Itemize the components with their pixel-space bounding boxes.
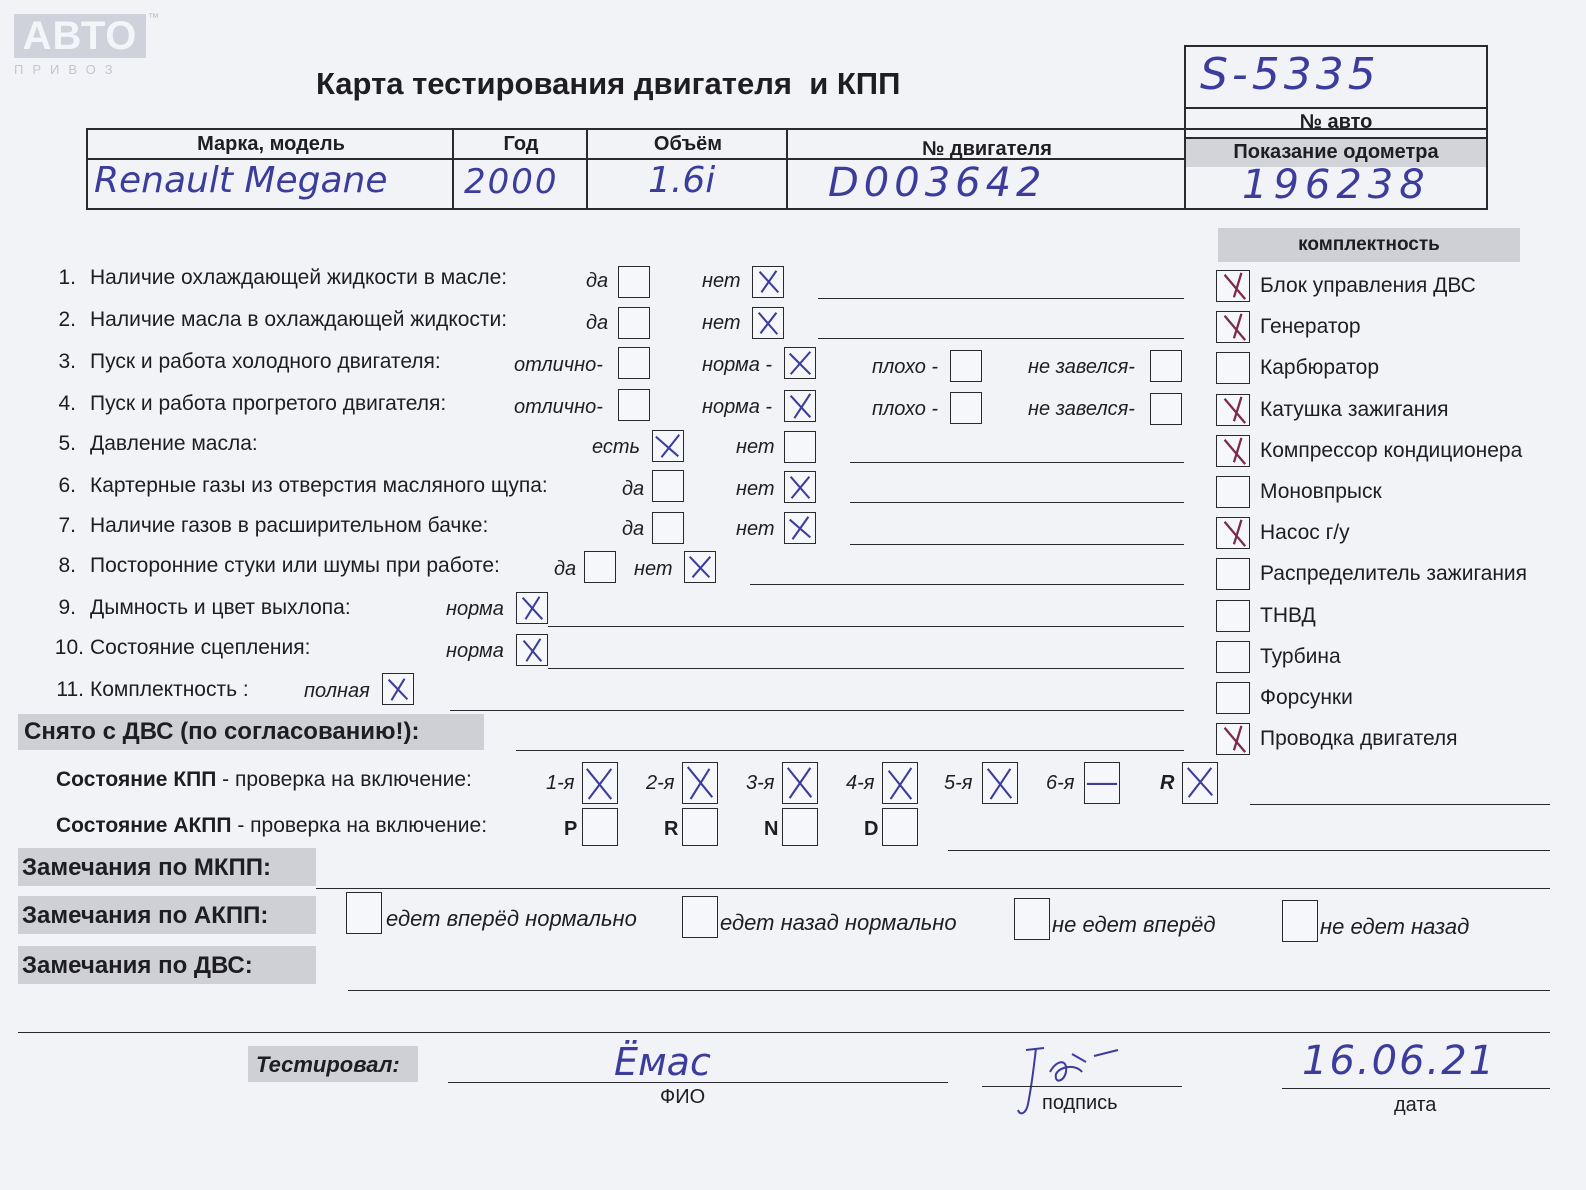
gear-3-checkbox[interactable] — [782, 762, 818, 804]
check-3-opt-normal: норма - — [702, 354, 773, 376]
check-mark-icon — [1217, 724, 1249, 754]
removed-label: Снято с ДВС (по согласованию!): — [24, 718, 420, 745]
check-8-opt-da: да — [554, 558, 577, 580]
kit-item-label: Катушка зажигания — [1260, 398, 1449, 421]
kit-item-label: Распределитель зажигания — [1260, 562, 1528, 585]
check-mark-icon — [1217, 395, 1249, 425]
check-4-bad-checkbox[interactable] — [950, 392, 982, 424]
gear-2-label: 2-я — [646, 772, 675, 794]
form-title: Карта тестирования двигателя и КПП — [316, 66, 901, 101]
kit-item-checkbox[interactable] — [1216, 558, 1250, 590]
mode-n-label: N — [764, 818, 779, 840]
kit-title: комплектность — [1298, 234, 1440, 255]
kit-item — [1216, 682, 1546, 718]
mode-d-checkbox[interactable] — [882, 808, 918, 846]
x-mark-icon — [983, 763, 1017, 803]
check-7-comment-line[interactable] — [850, 544, 1184, 545]
tested-label: Тестировал: — [256, 1052, 400, 1077]
tester-name: Ёмас — [614, 1040, 711, 1084]
engine-label: № двигателя — [922, 138, 1052, 160]
odometer-value: 196238 — [1242, 162, 1431, 208]
check-6-da-checkbox[interactable] — [652, 470, 684, 502]
mode-n-checkbox[interactable] — [782, 808, 818, 846]
check-1-opt-net: нет — [702, 270, 741, 292]
check-9-opt-normal: норма — [446, 598, 504, 620]
check-text-10: Состояние сцепления: — [90, 636, 311, 659]
check-3-bad-checkbox[interactable] — [950, 350, 982, 382]
check-num-1: 1. — [58, 266, 76, 289]
check-mark-icon — [1217, 312, 1249, 342]
check-6-opt-net: нет — [736, 478, 775, 500]
check-6-opt-da: да — [622, 478, 645, 500]
remarks-dvs-label: Замечания по ДВС: — [22, 952, 253, 979]
check-2-da-checkbox[interactable] — [618, 307, 650, 339]
check-1-da-checkbox[interactable] — [618, 266, 650, 298]
check-11-full-checkbox[interactable] — [382, 673, 414, 705]
name-caption: ФИО — [660, 1086, 706, 1108]
x-mark-icon — [653, 431, 683, 461]
year-label: Год — [503, 133, 539, 155]
signature-caption: подпись — [1042, 1092, 1118, 1114]
akpp-label-bold: Состояние АКПП — [56, 814, 232, 837]
akpp-label-rest: - проверка на включение: — [231, 814, 488, 837]
kit-item-checkbox[interactable] — [1216, 723, 1250, 755]
check-num-6: 6. — [58, 474, 76, 497]
gear-2-checkbox[interactable] — [682, 762, 718, 804]
volume-value: 1.6i — [648, 160, 716, 201]
year-value: 2000 — [464, 162, 559, 202]
check-mark-icon — [1217, 518, 1249, 548]
check-5-comment-line[interactable] — [850, 462, 1184, 463]
car-number-label: № авто — [1299, 111, 1373, 133]
check-num-8: 8. — [58, 554, 76, 577]
check-2-comment-line[interactable] — [818, 338, 1184, 339]
kit-item — [1216, 435, 1546, 471]
check-9-comment-line[interactable] — [548, 626, 1184, 627]
check-5-yes-checkbox[interactable] — [652, 430, 684, 462]
kit-item-checkbox[interactable] — [1216, 311, 1250, 343]
gear-1-label: 1-я — [546, 772, 575, 794]
check-5-no-checkbox[interactable] — [784, 431, 816, 463]
check-num-4: 4. — [58, 392, 76, 415]
kit-item — [1216, 558, 1546, 594]
date-caption: дата — [1394, 1094, 1437, 1116]
kit-item-checkbox[interactable] — [1216, 435, 1250, 467]
kit-item-checkbox[interactable] — [1216, 517, 1250, 549]
gear-5-checkbox[interactable] — [982, 762, 1018, 804]
check-6-comment-line[interactable] — [850, 502, 1184, 503]
check-4-excellent-checkbox[interactable] — [618, 389, 650, 421]
check-4-opt-nostart: не завелся- — [1028, 398, 1135, 420]
check-2-net-checkbox[interactable] — [752, 307, 784, 339]
make-label: Марка, модель — [197, 133, 345, 155]
check-10-normal-checkbox[interactable] — [516, 634, 548, 666]
check-2-opt-da: да — [586, 312, 609, 334]
kit-item-label: Генератор — [1260, 315, 1361, 338]
x-mark-icon — [753, 308, 783, 338]
check-text-11: Комплектность : — [90, 678, 249, 701]
x-mark-icon — [783, 763, 817, 803]
kit-item-label: Блок управления ДВС — [1260, 274, 1476, 297]
name-line[interactable] — [448, 1082, 948, 1083]
remarks-mkpp-label: Замечания по МКПП: — [22, 854, 272, 881]
gear-r-checkbox[interactable] — [1182, 762, 1218, 804]
removed-line[interactable] — [516, 750, 1184, 751]
check-text-5: Давление масла: — [90, 432, 258, 455]
check-text-3: Пуск и работа холодного двигателя: — [90, 350, 441, 373]
mkpp-comment-line[interactable] — [1250, 804, 1550, 805]
remarks-dvs-line[interactable] — [348, 990, 1550, 991]
mkpp-label-bold: Состояние КПП — [56, 768, 217, 791]
x-mark-icon — [785, 472, 815, 502]
check-4-opt-excellent: отлично- — [514, 396, 603, 418]
odometer-label: Показание одометра — [1233, 141, 1439, 163]
check-num-2: 2. — [58, 308, 76, 331]
mode-p-label: P — [564, 818, 578, 840]
check-6-net-checkbox[interactable] — [784, 471, 816, 503]
check-5-opt-yes: есть — [592, 436, 641, 458]
check-text-2: Наличие масла в охлаждающей жидкости: — [90, 308, 508, 331]
make-value: Renault Megane — [94, 160, 388, 201]
akpp-backward-ok-checkbox[interactable] — [682, 896, 718, 938]
check-10-opt-normal: норма — [446, 640, 504, 662]
check-1-net-checkbox[interactable] — [752, 266, 784, 298]
check-4-normal-checkbox[interactable] — [784, 390, 816, 422]
kit-item-label: Насос г/у — [1260, 521, 1350, 544]
x-mark-icon — [785, 513, 815, 543]
check-3-opt-nostart: не завелся- — [1028, 356, 1135, 378]
check-3-excellent-checkbox[interactable] — [618, 347, 650, 379]
check-8-comment-line[interactable] — [750, 584, 1184, 585]
date-value: 16.06.21 — [1302, 1038, 1497, 1084]
check-8-net-checkbox[interactable] — [684, 551, 716, 583]
mode-p-checkbox[interactable] — [582, 808, 618, 846]
gear-r-label: R — [1160, 772, 1175, 794]
gear-5-label: 5-я — [944, 772, 973, 794]
check-7-opt-net: нет — [736, 518, 775, 540]
check-mark-icon — [1217, 271, 1249, 301]
kit-item — [1216, 476, 1546, 512]
check-text-9: Дымность и цвет выхлопа: — [90, 596, 351, 619]
car-number-value: S-5335 — [1200, 49, 1380, 100]
check-num-3: 3. — [58, 350, 76, 373]
akpp-no-backward-checkbox[interactable] — [1282, 900, 1318, 942]
mode-r-label: R — [664, 818, 679, 840]
kit-item-label: ТНВД — [1260, 604, 1316, 627]
check-7-opt-da: да — [622, 518, 645, 540]
x-mark-icon — [883, 763, 917, 803]
check-4-opt-bad: плохо - — [872, 398, 939, 420]
check-mark-icon — [1217, 436, 1249, 466]
akpp-backward-ok-label: едет назад нормально — [720, 910, 957, 935]
logo-sub: ПРИВОЗ — [14, 62, 122, 77]
check-text-4: Пуск и работа прогретого двигателя: — [90, 392, 447, 415]
check-4-nostart-checkbox[interactable] — [1150, 393, 1182, 425]
gear-6-checkbox[interactable] — [1084, 762, 1120, 804]
x-mark-icon — [583, 763, 617, 803]
kit-item — [1216, 641, 1546, 677]
check-num-5: 5. — [58, 432, 76, 455]
remarks-akpp-label: Замечания по АКПП: — [22, 902, 269, 929]
gear-4-label: 4-я — [846, 772, 875, 794]
check-8-opt-net: нет — [634, 558, 673, 580]
engine-value: D003642 — [828, 160, 1047, 206]
remarks-extra-line[interactable] — [18, 1032, 1550, 1033]
check-7-da-checkbox[interactable] — [652, 512, 684, 544]
check-text-8: Посторонние стуки или шумы при работе: — [90, 554, 500, 577]
logo — [14, 12, 159, 84]
x-mark-icon — [683, 763, 717, 803]
gear-3-label: 3-я — [746, 772, 775, 794]
check-text-7: Наличие газов в расширительном бачке: — [90, 514, 489, 537]
kit-item — [1216, 352, 1546, 388]
check-10-comment-line[interactable] — [548, 668, 1184, 669]
check-num-11: 11. — [56, 678, 84, 701]
check-9-normal-checkbox[interactable] — [516, 592, 548, 624]
x-mark-icon — [383, 674, 413, 704]
x-mark-icon — [1183, 763, 1217, 803]
akpp-no-backward-label: не едет назад — [1320, 914, 1470, 939]
kit-item-checkbox[interactable] — [1216, 352, 1250, 384]
kit-item — [1216, 517, 1546, 553]
check-3-normal-checkbox[interactable] — [784, 347, 816, 379]
x-mark-icon — [785, 348, 815, 378]
mkpp-label — [56, 768, 472, 792]
check-2-opt-net: нет — [702, 312, 741, 334]
kit-item-checkbox[interactable] — [1216, 476, 1250, 508]
check-text-6: Картерные газы из отверстия масляного щупа: — [90, 474, 548, 497]
kit-item-checkbox[interactable] — [1216, 641, 1250, 673]
logo-main: АВТО — [14, 14, 146, 58]
akpp-no-forward-label: не едет вперёд — [1052, 912, 1216, 937]
gear-6-label: 6-я — [1046, 772, 1075, 794]
akpp-no-forward-checkbox[interactable] — [1014, 898, 1050, 940]
check-8-da-checkbox[interactable] — [584, 551, 616, 583]
x-mark-icon — [753, 267, 783, 297]
kit-item — [1216, 311, 1546, 347]
kit-item-checkbox[interactable] — [1216, 394, 1250, 426]
check-3-opt-excellent: отлично- — [514, 354, 603, 376]
mkpp-label-rest: - проверка на включение: — [216, 768, 472, 791]
check-11-opt-full: полная — [304, 680, 370, 702]
check-num-9: 9. — [58, 596, 76, 619]
check-4-opt-normal: норма - — [702, 396, 773, 418]
x-mark-icon — [517, 635, 547, 665]
kit-item-label: Турбина — [1260, 645, 1341, 668]
x-mark-icon — [785, 391, 815, 421]
check-num-10: 10. — [54, 636, 84, 659]
check-num-7: 7. — [58, 514, 76, 537]
check-3-opt-bad: плохо - — [872, 356, 939, 378]
volume-label: Объём — [653, 133, 723, 155]
akpp-forward-ok-label: едет вперёд нормально — [386, 906, 637, 931]
kit-item-checkbox[interactable] — [1216, 270, 1250, 302]
x-mark-icon — [517, 593, 547, 623]
signature-line[interactable] — [982, 1086, 1182, 1087]
akpp-forward-ok-checkbox[interactable] — [346, 892, 382, 934]
check-1-opt-da: да — [586, 270, 609, 292]
check-5-opt-no: нет — [736, 436, 775, 458]
mode-r-checkbox[interactable] — [682, 808, 718, 846]
dash-mark-icon — [1085, 763, 1119, 803]
kit-item-label: Проводка двигателя — [1260, 727, 1458, 750]
check-3-nostart-checkbox[interactable] — [1150, 350, 1182, 382]
akpp-label — [56, 814, 487, 838]
x-mark-icon — [685, 552, 715, 582]
kit-item-label: Карбюратор — [1260, 356, 1380, 379]
date-line[interactable] — [1282, 1088, 1550, 1089]
kit-item — [1216, 600, 1546, 636]
kit-item — [1216, 394, 1546, 430]
mode-d-label: D — [864, 818, 879, 840]
gear-4-checkbox[interactable] — [882, 762, 918, 804]
kit-item-label: Моновпрыск — [1260, 480, 1382, 503]
header-table — [86, 128, 1488, 210]
akpp-comment-line[interactable] — [948, 850, 1550, 851]
logo-tm: ™ — [148, 12, 159, 24]
gear-1-checkbox[interactable] — [582, 762, 618, 804]
kit-item-checkbox[interactable] — [1216, 600, 1250, 632]
remarks-mkpp-line[interactable] — [316, 888, 1550, 889]
kit-item-label: Форсунки — [1260, 686, 1353, 709]
check-7-net-checkbox[interactable] — [784, 512, 816, 544]
kit-item-label: Компрессор кондиционера — [1260, 439, 1523, 462]
check-text-1: Наличие охлаждающей жидкости в масле: — [90, 266, 508, 289]
check-11-comment-line[interactable] — [450, 710, 1184, 711]
kit-item-checkbox[interactable] — [1216, 682, 1250, 714]
kit-item — [1216, 723, 1546, 759]
kit-item — [1216, 270, 1546, 306]
check-1-comment-line[interactable] — [818, 298, 1184, 299]
